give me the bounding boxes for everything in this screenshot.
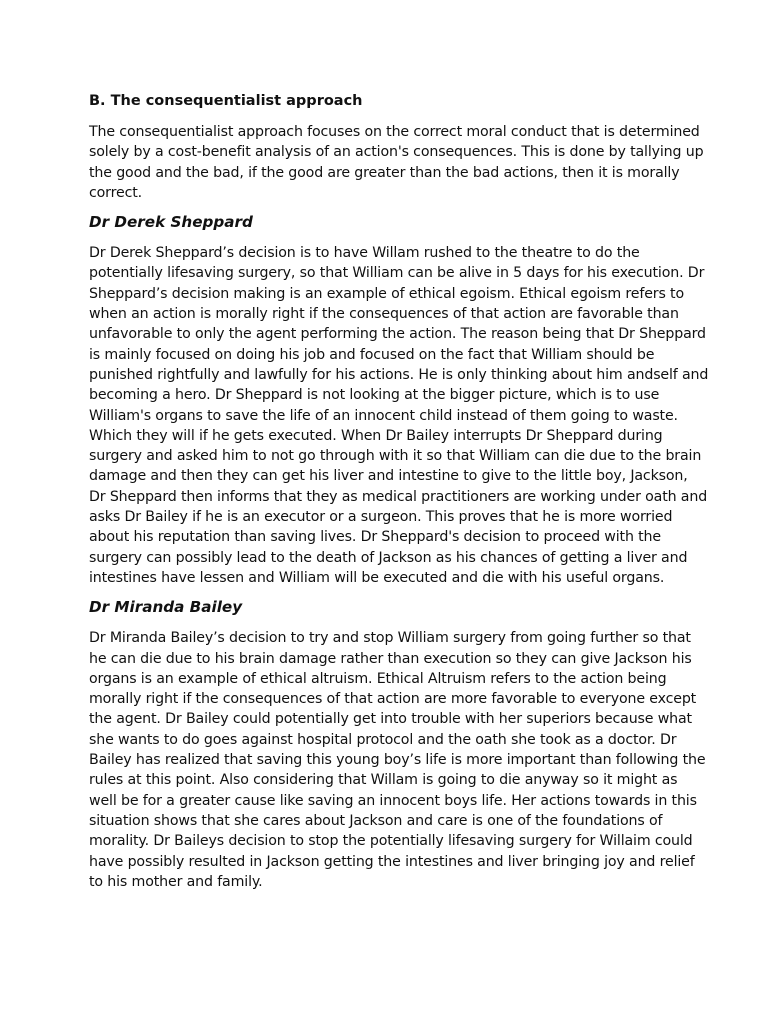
sheppard-paragraph [89, 243, 709, 588]
bailey-heading: Dr Miranda Bailey [89, 598, 243, 617]
bailey-line: the agent. Dr Bailey could potentially get into trouble with her superiors because what [89, 711, 692, 728]
bailey-line: she wants to do goes against hospital protocol and the oath she took as a doctor. Dr [89, 731, 677, 748]
sheppard-line: asks Dr Bailey if he is an executor or a surgeon. This proves that he is more worried [89, 509, 673, 526]
sheppard-line: intestines have lessen and William will be executed and die with his useful organs. [89, 569, 665, 586]
sheppard-line: unfavorable to only the agent performing the action. The reason being that Dr Sheppard [89, 326, 706, 343]
sheppard-line: Sheppard’s decision making is an example of ethical egoism. Ethical egoism refers to [89, 285, 684, 302]
intro-line: correct. [89, 184, 142, 201]
intro-paragraph [89, 122, 704, 203]
sheppard-line: damage and then they can get his liver and intestine to give to the little boy, Jackson, [89, 468, 688, 485]
bailey-line: morality. Dr Baileys decision to stop the potentially lifesaving surgery for Willaim could [89, 833, 693, 850]
sheppard-line: potentially lifesaving surgery, so that William can be alive in 5 days for his execution. Dr [89, 265, 705, 282]
document-body [89, 91, 709, 901]
bailey-line: organs is an example of ethical altruism. Ethical Altruism refers to the action being [89, 670, 667, 687]
bailey-line: situation shows that she cares about Jackson and care is one of the foundations of [89, 812, 663, 829]
bailey-line: to his mother and family. [89, 873, 263, 890]
bailey-line: Dr Miranda Bailey’s decision to try and stop William surgery from going further so that [89, 630, 691, 647]
sheppard-line: becoming a hero. Dr Sheppard is not looking at the bigger picture, which is to use [89, 387, 660, 404]
bailey-line: morally right if the consequences of that action are more favorable to everyone except [89, 691, 697, 708]
sheppard-line: Dr Sheppard then informs that they as medical practitioners are working under oath and [89, 488, 708, 505]
sheppard-line: punished rightfully and lawfully for his actions. He is only thinking about him andself and [89, 366, 709, 383]
bailey-line: Bailey has realized that saving this young boy’s life is more important than following the [89, 752, 706, 769]
bailey-line: he can die due to his brain damage rather than execution so they can give Jackson his [89, 650, 692, 667]
sheppard-line: when an action is morally right if the consequences of that action are favorable than [89, 306, 679, 323]
intro-line: the good and the bad, if the good are greater than the bad actions, then it is morally [89, 164, 680, 181]
bailey-paragraph [89, 628, 706, 892]
sheppard-line: William's organs to save the life of an innocent child instead of them going to waste. [89, 407, 678, 424]
sheppard-line: surgery can possibly lead to the death of Jackson as his chances of getting a liver and [89, 549, 688, 566]
sheppard-heading: Dr Derek Sheppard [89, 213, 253, 232]
bailey-line: have possibly resulted in Jackson getting the intestines and liver bringing joy and relief [89, 853, 695, 870]
sheppard-line: Dr Derek Sheppard’s decision is to have Willam rushed to the theatre to do the [89, 245, 640, 262]
section-heading: B. The consequentialist approach [89, 93, 363, 109]
sheppard-line: surgery and asked him to not go through with it so that William can die due to the brain [89, 448, 702, 465]
sheppard-line: Which they will if he gets executed. When Dr Bailey interrupts Dr Sheppard during [89, 427, 663, 444]
intro-line: solely by a cost-benefit analysis of an action's consequences. This is done by tallying up [89, 144, 704, 161]
intro-line: The consequentialist approach focuses on the correct moral conduct that is determined [89, 124, 700, 140]
sheppard-line: about his reputation than saving lives. Dr Sheppard's decision to proceed with the [89, 529, 661, 546]
bailey-line: rules at this point. Also considering that Willam is going to die anyway so it might as [89, 772, 678, 789]
bailey-line: well be for a greater cause like saving an innocent boys life. Her actions towards in this [89, 792, 697, 809]
sheppard-line: is mainly focused on doing his job and focused on the fact that William should be [89, 346, 655, 363]
